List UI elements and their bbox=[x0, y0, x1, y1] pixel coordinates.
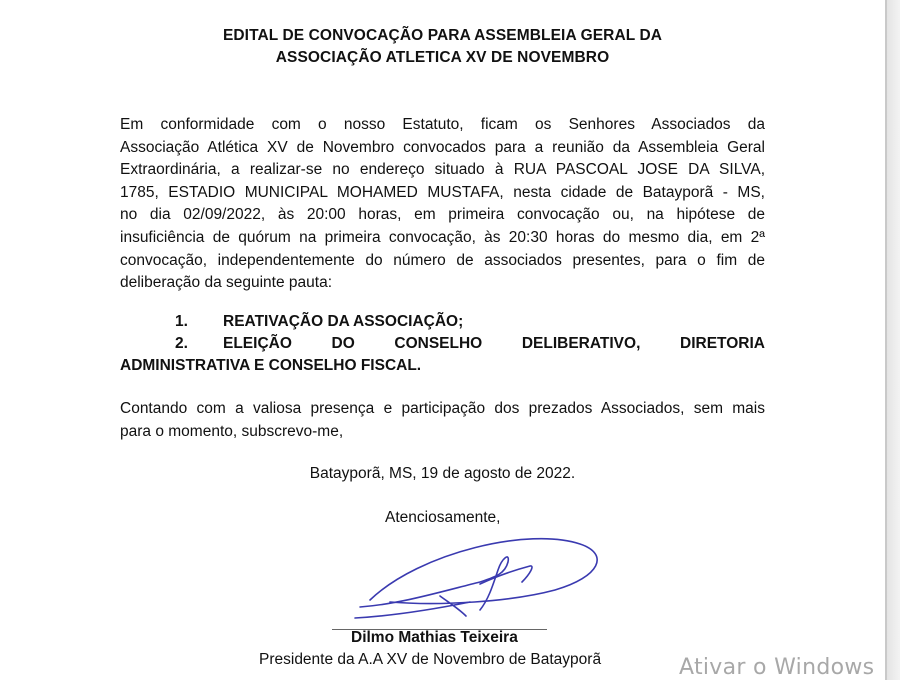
agenda-word: DO bbox=[331, 335, 355, 352]
document-title-line-2: ASSOCIAÇÃO ATLETICA XV DE NOVEMBRO bbox=[275, 49, 610, 66]
signer-role: Presidente da A.A XV de Novembro de Batayporã bbox=[259, 651, 602, 668]
agenda-word: CONSELHO bbox=[394, 335, 483, 352]
paragraph-line: deliberação da seguinte pauta: bbox=[120, 274, 332, 292]
convocation-paragraph bbox=[120, 114, 765, 295]
paragraph-line: Associação Atlética XV de Novembro convocados para a reunião da Assembleia Geral bbox=[120, 138, 765, 156]
agenda-word: ELEIÇÃO bbox=[223, 335, 292, 352]
paragraph-line: Em conformidade com o nosso Estatuto, ficam os Senhores Associados da bbox=[120, 116, 765, 133]
paragraph-line: Contando com a valiosa presença e participação dos prezados Associados, sem mais bbox=[120, 400, 765, 417]
paragraph-line: convocação, independentemente do número de associados presentes, para o fim de bbox=[120, 251, 765, 269]
agenda-item-2 bbox=[120, 333, 765, 355]
agenda-item-1 bbox=[120, 311, 765, 333]
agenda-item-text: REATIVAÇÃO DA ASSOCIAÇÃO; bbox=[223, 313, 464, 330]
viewer-background bbox=[887, 0, 900, 680]
agenda-item-number: 1. bbox=[175, 313, 188, 330]
handwritten-signature bbox=[330, 522, 630, 637]
agenda-item-2-continuation: ADMINISTRATIVA E CONSELHO FISCAL. bbox=[120, 357, 422, 374]
windows-activation-watermark: Ativar o Windows bbox=[679, 655, 875, 680]
signer-name: Dilmo Mathias Teixeira bbox=[351, 629, 518, 646]
place-date: Batayporã, MS, 19 de agosto de 2022. bbox=[309, 465, 576, 482]
closing-paragraph bbox=[120, 398, 765, 443]
paragraph-line: 1785, ESTADIO MUNICIPAL MOHAMED MUSTAFA, nesta cidade de Batayporã - MS, bbox=[120, 183, 765, 201]
document-title-line-1: EDITAL DE CONVOCAÇÃO PARA ASSEMBLEIA GERAL DA bbox=[222, 27, 663, 44]
agenda-word: DIRETORIA bbox=[680, 335, 765, 352]
paragraph-line: para o momento, subscrevo-me, bbox=[120, 422, 344, 440]
paragraph-line: no dia 02/09/2022, às 20:00 horas, em primeira convocação ou, na hipótese de bbox=[120, 206, 765, 224]
agenda-item-number: 2. bbox=[175, 335, 188, 352]
agenda-word: DELIBERATIVO, bbox=[521, 335, 641, 352]
paragraph-line: insuficiência de quórum na primeira convocação, às 20:30 horas do mesmo dia, em 2ª bbox=[120, 228, 765, 246]
paragraph-line: Extraordinária, a realizar-se no endereço situado à RUA PASCOAL JOSE DA SILVA, bbox=[120, 161, 765, 179]
salutation: Atenciosamente, bbox=[385, 509, 501, 526]
